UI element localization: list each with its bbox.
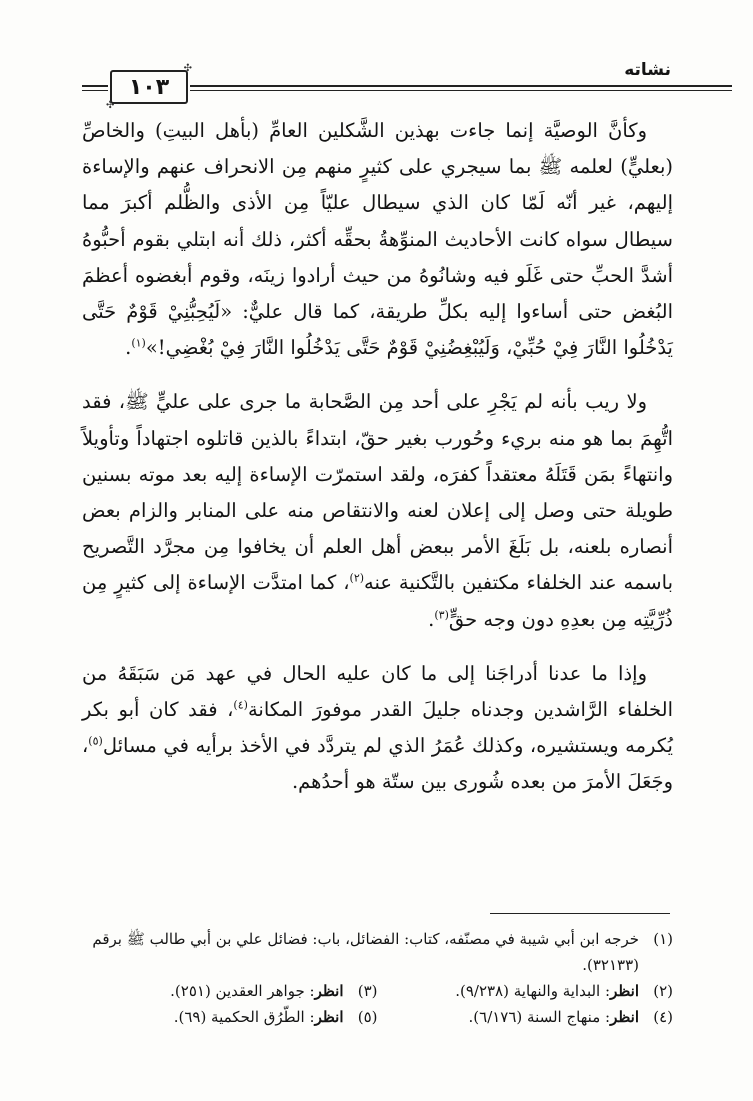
running-title: نشاته	[624, 60, 671, 80]
footnote-pair	[82, 1004, 673, 1030]
footnotes	[82, 926, 673, 1030]
footnote-ref[interactable]: (٣)	[434, 608, 449, 622]
footnote-pair	[82, 978, 673, 1004]
page-number-frame	[110, 70, 188, 104]
footnote-5: (٥) انظر: الطّرُق الحكمية (٦٩).	[173, 1008, 378, 1026]
footnote-4: (٤) انظر: منهاج السنة (٦/١٧٦).	[468, 1008, 673, 1026]
footnote-number: (١)	[653, 930, 673, 948]
footnote-1	[82, 926, 673, 978]
footnote-3: (٣) انظر: جواهر العقدين (٢٥١).	[170, 982, 378, 1000]
footnote-ref[interactable]: (١)	[131, 336, 146, 350]
footnote-ref[interactable]: (٤)	[233, 698, 248, 712]
footnote-text: خرجه ابن أبي شيبة في مصنّفه، كتاب: الفضائل، باب: فضائل علي بن أبي طالب ﷺ برقم (٣٢١٣٣).	[92, 930, 639, 974]
footnote-separator	[490, 913, 670, 914]
page-number: ✣ ١٠٣	[128, 74, 170, 100]
paragraph-1: وكأنَّ الوصيَّة إنما جاءت بهذين الشَّكلين العامِّ (بأهل البيتِ) والخاصِّ (بعليٍّ) لعلمه ﷺ بما سيجري على كثيرٍ منهم مِن الانحراف عنهم والإساءة إليهم، غير أنّه لَمّا كان الذي سيطال عليّاً مِن الأذى والظُّلم أكبرَ مما سيطال سواه كانت الأحاديث المنوِّهةُ بحقِّه أكثر، ذلك أنه ابتلي بقوم أحبُّوهُ أشدَّ الحبِّ حتى غَلَو فيه وشانُوهُ من حيث أرادوا زينَه، وقوم أبغضوه أعظمَ البُغض حتى أساءوا إليه بكلِّ طريقة، كما قال عليٌّ: «لَيُحِبُّنِيْ قَوْمٌ حَتَّى يَدْخُلُوا النَّارَ فِيْ حُبِّيْ، وَلَيُبْغِضُنِيْ قَوْمٌ حَتَّى يَدْخُلُوا النَّارَ فِيْ بُغْضِي!»$^{(١)}$.	[82, 119, 673, 360]
body-text	[82, 113, 673, 819]
paragraph-3: وإذا ما عدنا أدراجَنا إلى ما كان عليه الحال في عهد مَن سَبَقَهُ من الخلفاء الرَّاشدين وجدناه جليلَ القدر موفورَ المكانة$^{(٤)}$، فقد كان أبو بكر يُكرمه ويستشيره، وكذلك عُمَرُ الذي لم يتردَّد في الأخذ برأيه في مسائل$^{(٥)}$، وجَعَلَ الأمرَ من بعده شُورى بين ستّة هو أحدُهم.	[82, 661, 673, 794]
header-rule	[190, 85, 732, 87]
header-rule	[82, 90, 108, 91]
header-rule	[82, 85, 108, 87]
footnote-2: (٢) انظر: البداية والنهاية (٩/٢٣٨).	[455, 982, 673, 1000]
footnote-ref[interactable]: (٢)	[349, 571, 365, 585]
paragraph-2: ولا ريب بأنه لم يَجْرِ على أحد مِن الصَّحابة ما جرى على عليٍّ ﷺ، فقد اتُّهِمَ بما هو منه بريء وحُورب بغير حقّ، ابتداءً بالذين قاتلوه اجتهاداً وتأويلاً وانتهاءً بمَن قَتَلَهُ معتقداً كفرَه، ولقد استمرّت الإساءة إليه بعد موته بسنين طويلة حتى وصل إلى إعلان لعنه والانتقاص منه على المنابر والزام بعض أنصاره بلعنه، بل بَلَغَ الأمر ببعض أهل العلم أن يخافوا مِن مجرَّد التَّصريح باسمه عند الخلفاء مكتفين بالتَّكنية عنه$^{(٢)}$، كما امتدَّت الإساءة إلى كثيرٍ مِن ذُرِّيَّتِه مِن بعدِهِ دون وجه حقٍّ$^{(٣)}$.	[82, 390, 673, 631]
footnote-ref[interactable]: (٥)	[88, 734, 103, 748]
header-rule	[190, 90, 732, 91]
